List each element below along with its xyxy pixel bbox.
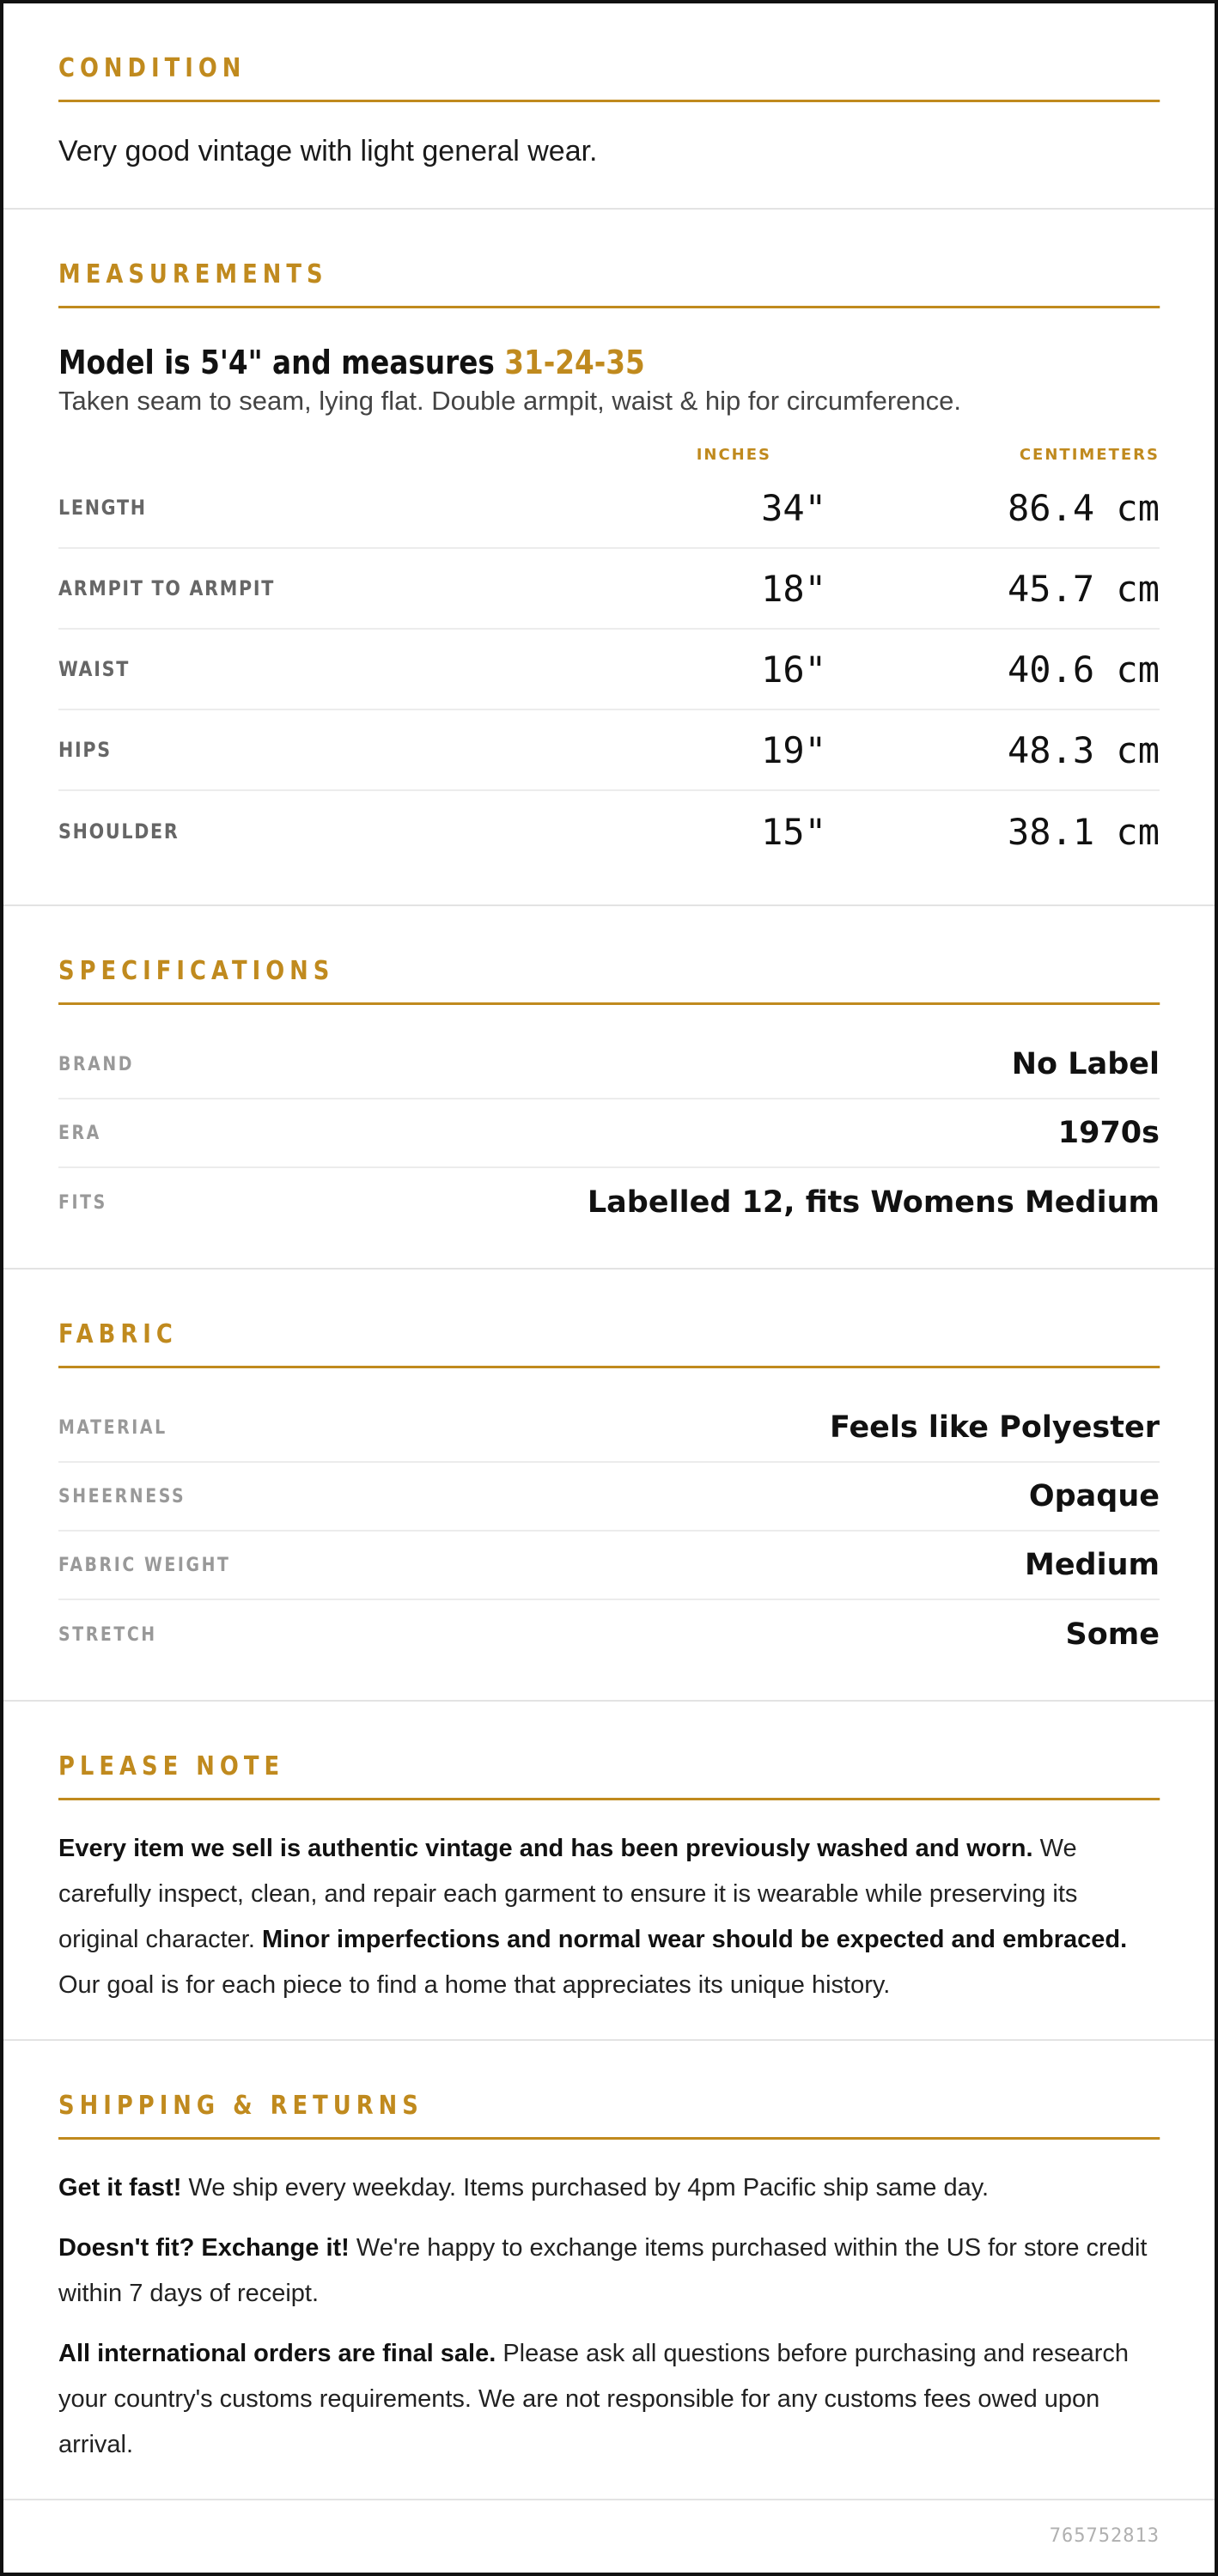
spec-value: Labelled 12, fits Womens Medium	[587, 1185, 1160, 1220]
please-note-title: PLEASE NOTE	[58, 1750, 1160, 1800]
fabric-row	[58, 1463, 1160, 1532]
condition-title: CONDITION	[58, 52, 1160, 102]
centimeters-column-header: CENTIMETERS	[1019, 445, 1160, 464]
measurement-inches: 34"	[761, 486, 826, 529]
measurement-row	[58, 630, 1160, 710]
seam-note: Taken seam to seam, lying flat. Double armpit, waist & hip for circumference.	[58, 386, 961, 416]
exchange-bold: Doesn't fit? Exchange it!	[58, 2234, 350, 2262]
measurement-cm: 48.3 cm	[1007, 728, 1160, 771]
shipping-paragraph	[58, 2165, 1160, 2211]
measurement-inches: 15"	[761, 810, 826, 853]
measurement-label: WAIST	[58, 657, 131, 681]
international-bold: All international orders are final sale.	[58, 2340, 496, 2367]
measurement-row	[58, 791, 1160, 872]
measurement-row	[58, 710, 1160, 791]
fabric-section	[3, 1270, 1215, 1702]
fabric-value: Some	[1065, 1617, 1160, 1652]
international-detail: Please ask all questions before purchasing and research your country's customs requirements. We are not responsible for any customs fees owed upon arrival.	[58, 2340, 1130, 2458]
spec-row	[58, 1099, 1160, 1168]
shipping-detail: We ship every weekday. Items purchased by 4pm Pacific ship same day.	[181, 2174, 990, 2201]
spec-key: ERA	[58, 1122, 101, 1144]
measurements-section	[3, 210, 1215, 906]
note-bold-1: Every item we sell is authentic vintage and has been previously washed and worn.	[58, 1835, 1033, 1862]
fabric-value: Medium	[1024, 1548, 1160, 1582]
fabric-row	[58, 1394, 1160, 1463]
note-bold-2: Minor imperfections and normal wear should be expected and embraced.	[261, 1926, 1128, 1953]
measurement-label: ARMPIT TO ARMPIT	[58, 576, 276, 600]
specifications-title: SPECIFICATIONS	[58, 954, 1160, 1005]
measurement-cm: 38.1 cm	[1007, 810, 1160, 853]
inches-column-header: INCHES	[696, 445, 771, 464]
note-text-2: Our goal is for each piece to find a home that appreciates its unique history.	[58, 1971, 891, 1999]
exchange-detail: We're happy to exchange items purchased within the US for store credit within 7 days of receipt.	[58, 2234, 1148, 2307]
measurement-inches: 16"	[761, 648, 826, 691]
model-measurements	[58, 343, 1006, 382]
fabric-list	[58, 1394, 1160, 1700]
specifications-section	[3, 906, 1215, 1270]
fabric-value: Feels like Polyester	[829, 1410, 1160, 1445]
measurement-row	[58, 549, 1160, 630]
please-note-section	[3, 1702, 1215, 2041]
fabric-key: FABRIC WEIGHT	[58, 1554, 231, 1576]
spec-row	[58, 1031, 1160, 1099]
note-text-1: We carefully inspect, clean, and repair each garment to ensure it is wearable while preserving its original character.	[58, 1835, 1078, 1953]
shipping-section	[3, 2041, 1215, 2500]
shipping-text	[58, 2140, 1160, 2499]
fabric-key: MATERIAL	[58, 1416, 167, 1439]
measurement-inches: 18"	[761, 567, 826, 610]
product-id: 765752813	[1049, 2525, 1160, 2547]
spec-value: No Label	[1011, 1047, 1160, 1081]
model-prefix: Model is 5'4" and measures	[58, 344, 505, 381]
exchange-paragraph	[58, 2226, 1160, 2317]
international-paragraph	[58, 2331, 1160, 2468]
spec-key: BRAND	[58, 1053, 135, 1075]
measurements-header	[58, 444, 1160, 465]
spec-row	[58, 1168, 1160, 1237]
condition-section	[3, 3, 1215, 210]
please-note-text	[58, 1800, 1160, 2039]
fabric-row	[58, 1532, 1160, 1600]
fabric-key: STRETCH	[58, 1623, 157, 1646]
measurement-label: SHOULDER	[58, 819, 180, 843]
spec-key: FITS	[58, 1191, 107, 1214]
measurements-table	[58, 468, 1160, 904]
condition-text: Very good vintage with light general wear.	[58, 135, 598, 167]
measurement-row	[58, 468, 1160, 549]
measurement-label: LENGTH	[58, 496, 147, 520]
spec-value: 1970s	[1057, 1116, 1160, 1150]
measurement-cm: 40.6 cm	[1007, 648, 1160, 691]
measurement-inches: 19"	[761, 728, 826, 771]
measurements-title: MEASUREMENTS	[58, 258, 1160, 308]
fabric-title: FABRIC	[58, 1318, 1160, 1368]
shipping-bold: Get it fast!	[58, 2174, 182, 2201]
fabric-row	[58, 1600, 1160, 1669]
shipping-title: SHIPPING & RETURNS	[58, 2089, 1160, 2140]
fabric-value: Opaque	[1028, 1479, 1160, 1513]
measurement-cm: 86.4 cm	[1007, 486, 1160, 529]
model-stats: 31-24-35	[504, 344, 645, 381]
specifications-list	[58, 1031, 1160, 1268]
measurement-label: HIPS	[58, 738, 112, 762]
fabric-key: SHEERNESS	[58, 1485, 186, 1507]
measurement-cm: 45.7 cm	[1007, 567, 1160, 610]
